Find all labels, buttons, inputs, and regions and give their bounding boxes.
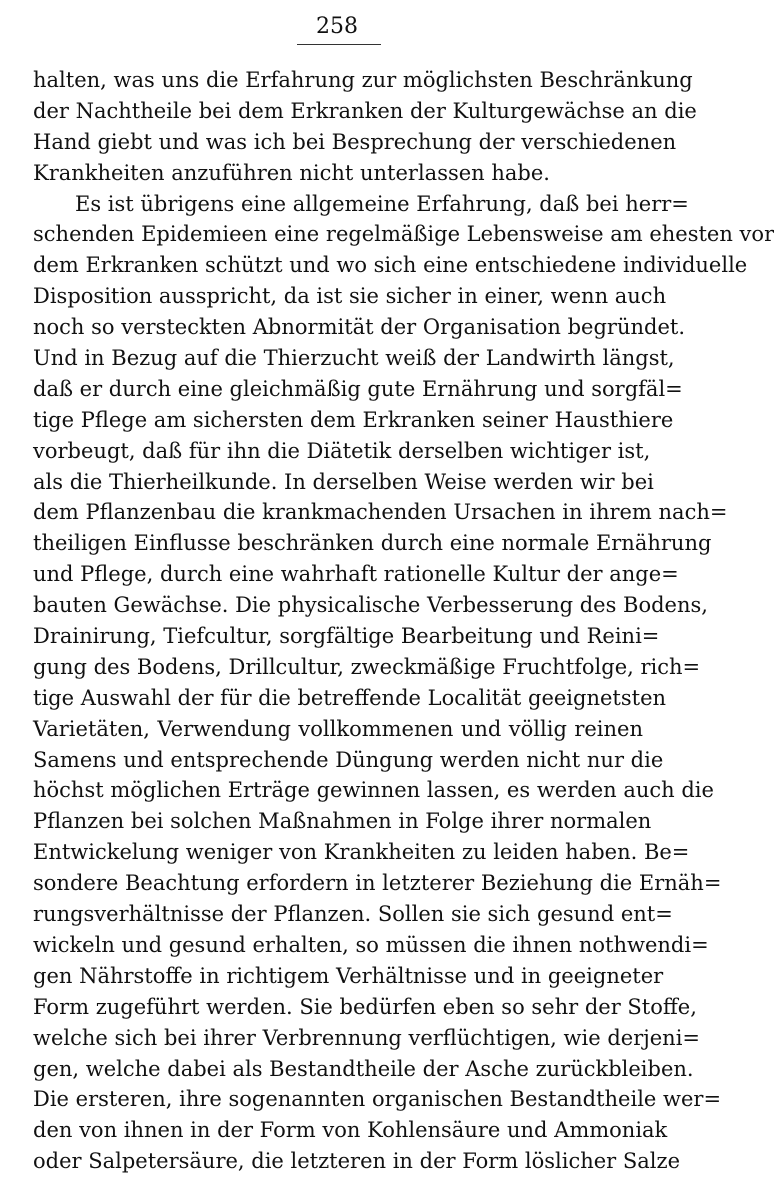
text-line: wickeln und gesund erhalten, so müssen die ihnen nothwendi= <box>33 932 709 957</box>
text-line: theiligen Einflusse beschränken durch eine normale Ernährung <box>33 531 712 556</box>
text-line: und Pflege, durch eine wahrhaft rationelle Kultur der ange= <box>33 562 679 587</box>
text-line: den von ihnen in der Form von Kohlensäure und Ammoniak <box>33 1118 668 1143</box>
text-line: Drainirung, Tiefcultur, sorgfältige Bearbeitung und Reini= <box>33 624 660 649</box>
text-line: Pflanzen bei solchen Maßnahmen in Folge ihrer normalen <box>33 809 652 834</box>
text-line: noch so versteckten Abnormität der Organisation begründet. <box>33 315 685 340</box>
text-line: dem Erkranken schützt und wo sich eine entschiedene individuelle <box>33 253 748 278</box>
text-line: rungsverhältnisse der Pflanzen. Sollen sie sich gesund ent= <box>33 902 673 927</box>
text-line: Krankheiten anzuführen nicht unterlassen habe. <box>33 160 550 185</box>
text-line: der Nachtheile bei dem Erkranken der Kulturgewächse an die <box>33 98 697 123</box>
text-line: Disposition ausspricht, da ist sie sicher in einer, wenn auch <box>33 284 667 309</box>
text-line: Samens und entsprechende Düngung werden nicht nur die <box>33 747 664 772</box>
text-line: tige Auswahl der für die betreffende Localität geeignetsten <box>33 685 667 710</box>
text-line: gen, welche dabei als Bestandtheile der Asche zurückbleiben. <box>33 1056 694 1081</box>
text-line: Die ersteren, ihre sogenannten organischen Bestandtheile wer= <box>33 1087 722 1112</box>
text-line: dem Pflanzenbau die krankmachenden Ursachen in ihrem nach= <box>33 500 728 525</box>
text-line: sondere Beachtung erfordern in letzterer Beziehung die Ernäh= <box>33 871 722 896</box>
text-line: daß er durch eine gleichmäßig gute Ernährung und sorgfäl= <box>33 376 683 401</box>
text-line: gen Nährstoffe in richtigem Verhältnisse und in geeigneter <box>33 963 664 988</box>
text-line: bauten Gewächse. Die physicalische Verbesserung des Bodens, <box>33 593 708 618</box>
text-line: tige Pflege am sichersten dem Erkranken seiner Hausthiere <box>33 407 674 432</box>
text-line: Entwickelung weniger von Krankheiten zu leiden haben. Be= <box>33 840 690 865</box>
text-line: oder Salpetersäure, die letzteren in der Form löslicher Salze <box>33 1149 681 1174</box>
text-line: Varietäten, Verwendung vollkommenen und völlig reinen <box>33 716 643 741</box>
text-line: als die Thierheilkunde. In derselben Weise werden wir bei <box>33 469 654 494</box>
text-line: Und in Bezug auf die Thierzucht weiß der Landwirth längst, <box>33 346 675 371</box>
text-line: vorbeugt, daß für ihn die Diätetik derselben wichtiger ist, <box>33 438 651 463</box>
page-number: 258 <box>316 14 358 39</box>
text-line: Form zugeführt werden. Sie bedürfen eben so sehr der Stoffe, <box>33 994 697 1019</box>
text-line: Es ist übrigens eine allgemeine Erfahrung, daß bei herr= <box>75 191 689 216</box>
text-line: schenden Epidemieen eine regelmäßige Lebensweise am ehesten vor <box>33 222 774 247</box>
text-line: höchst möglichen Erträge gewinnen lassen, es werden auch die <box>33 778 714 803</box>
text-line: Hand giebt und was ich bei Besprechung der verschiedenen <box>33 129 677 154</box>
body-text <box>33 65 774 1177</box>
text-line: gung des Bodens, Drillcultur, zweckmäßige Fruchtfolge, rich= <box>33 654 701 679</box>
text-line: welche sich bei ihrer Verbrennung verflüchtigen, wie derjeni= <box>33 1025 701 1050</box>
header-rule <box>297 44 381 45</box>
text-line: halten, was uns die Erfahrung zur möglichsten Beschränkung <box>33 68 693 92</box>
